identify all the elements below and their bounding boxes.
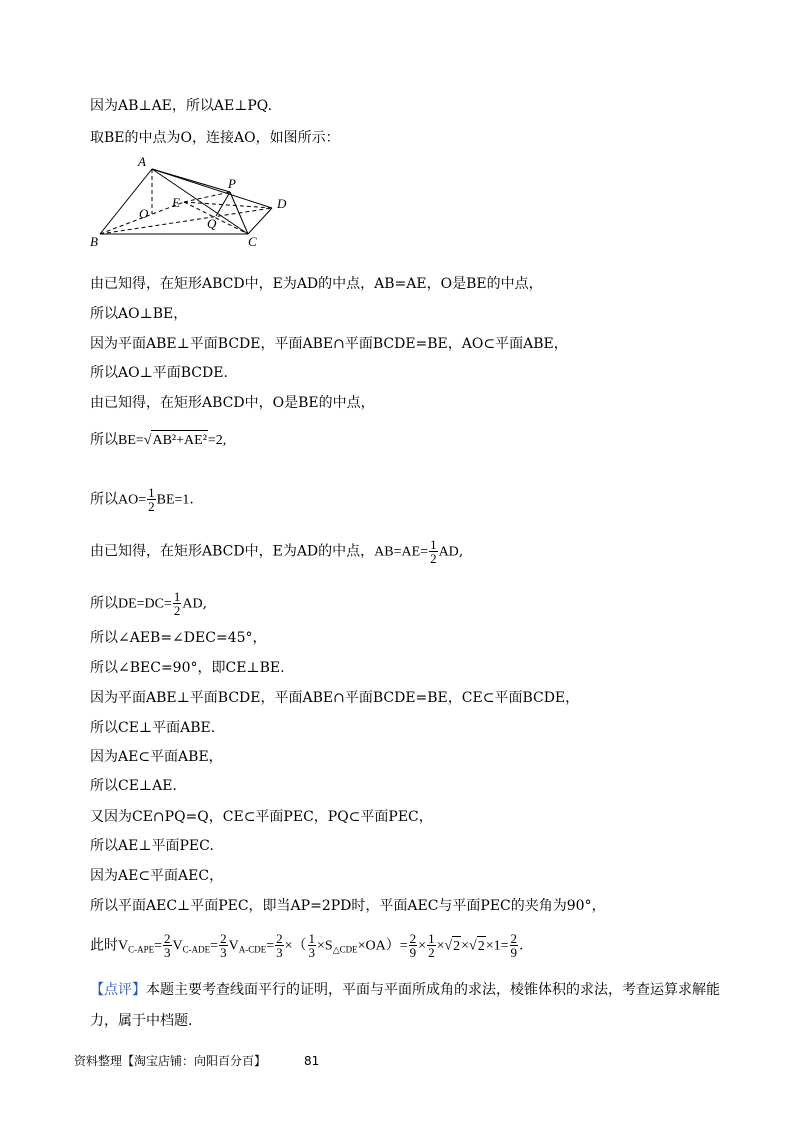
text-line-20: 因为AE⊂平面AEC， [90,868,224,884]
prefix: 所以 [90,432,118,448]
fraction-half: $\frac{1}{2}$ [148,485,155,514]
edge-AB [100,169,152,234]
eq-right: AD [438,544,459,560]
label-B: B [90,234,98,249]
comment-line-1 [90,980,720,1000]
edge-CD [248,208,272,234]
prefix: 所以 [90,595,118,612]
edge-AP [152,169,230,192]
eq-left: AO= [118,492,147,508]
label-D: D [277,196,287,211]
eq-right: AD [182,596,203,612]
equation-ab-ae [90,538,463,565]
comment-text: 本题主要考查线面平行的证明，平面与平面所成角的求法，棱锥体积的求法，考查运算求解能 [146,982,720,998]
equation-ao [90,486,194,513]
eq-right: BE=1 [156,492,190,508]
text-line-16: 因为AE⊂平面ABE， [90,749,223,765]
fraction-half: $\frac{1}{2}$ [173,589,181,618]
equation-be: 所以BE=√AB²+AE²=2, [90,430,226,451]
text-line-14: 因为平面ABE⊥平面BCDE，平面ABE∩平面BCDE=BE，CE⊂平面BCDE， [90,690,580,706]
footer-source: 资料整理【淘宝店铺：向阳百分百】 [74,1054,267,1068]
text-line-7: 由已知得，在矩形ABCD中，O是BE的中点， [90,395,375,411]
line-text: 由已知得，在矩形ABCD中，E为AD的中点， [90,543,375,560]
eq-left: BE= [118,433,144,448]
text-line-1: 因为AB⊥AE，所以AE⊥PQ. [90,98,273,114]
footer [74,1052,319,1069]
text-line-4: 所以AO⊥BE， [90,306,188,322]
geometry-figure [88,150,298,250]
text-line-6: 所以AO⊥平面BCDE. [90,365,228,381]
label-C: C [248,234,257,249]
edge-ED [184,202,272,208]
comma: , [202,595,208,612]
text-line-3: 由已知得，在矩形ABCD中，E为AD的中点，AB=AE，O是BE的中点， [90,276,543,292]
prefix: 此时 [90,937,118,954]
text-line-5: 因为平面ABE⊥平面BCDE，平面ABE∩平面BCDE=BE，AO⊂平面ABE， [90,336,568,352]
eq-right: =2, [207,433,227,448]
edge-PQ [216,192,230,216]
label-A: A [138,154,146,169]
equation-de-dc [90,590,207,617]
page-number: 81 [304,1054,320,1068]
edge-EP [184,192,230,202]
eq-left: DE=DC= [118,596,172,612]
eq-left: AB=AE= [374,544,429,560]
label-Q: Q [207,216,217,231]
text-line-13: 所以∠BEC=90°，即CE⊥BE. [90,660,285,676]
period: . [189,491,194,508]
edge-AD [152,169,272,208]
label-O: O [139,206,149,221]
text-line-21: 所以平面AEC⊥平面PEC，即当AP=2PD时，平面AEC与平面PEC的夹角为90°， [90,898,606,914]
text-line-17: 所以CE⊥AE. [90,778,177,794]
fraction-half: $\frac{1}{2}$ [430,537,437,566]
comment-line-2: 力，属于中档题. [90,1013,193,1029]
equation-volume: 此时$V_{C-APE}=$ $\frac{2}{3}$ $V_{C-ADE}=$ $\frac{2}{3}$ $V_{A-CDE}=$ $\frac{2}{3}$ ×（ $\frac{1}{3}$ $\times S_{\triangle CDE}\times OA)=$ $\frac{2}{9}$ × $\frac{1}{2}$ ×√2×√2×1= $\frac{2}{9}$ . [90,931,524,960]
text-line-15: 所以CE⊥平面ABE. [90,720,216,736]
label-P: P [228,176,236,191]
comment-tag: 【点评】 [90,982,146,998]
label-E: E [172,195,180,210]
text-line-18: 又因为CE∩PQ=Q，CE⊂平面PEC，PQ⊂平面PEC， [90,809,433,825]
text-line-19: 所以AE⊥平面PEC. [90,838,214,854]
comma: , [458,543,464,560]
radicand: AB²+AE² [151,430,207,451]
text-line-12: 所以∠AEB=∠DEC=45°， [90,630,267,646]
text-line-2: 取BE的中点为O，连接AO，如图所示： [90,130,340,146]
prefix: 所以 [90,491,118,508]
